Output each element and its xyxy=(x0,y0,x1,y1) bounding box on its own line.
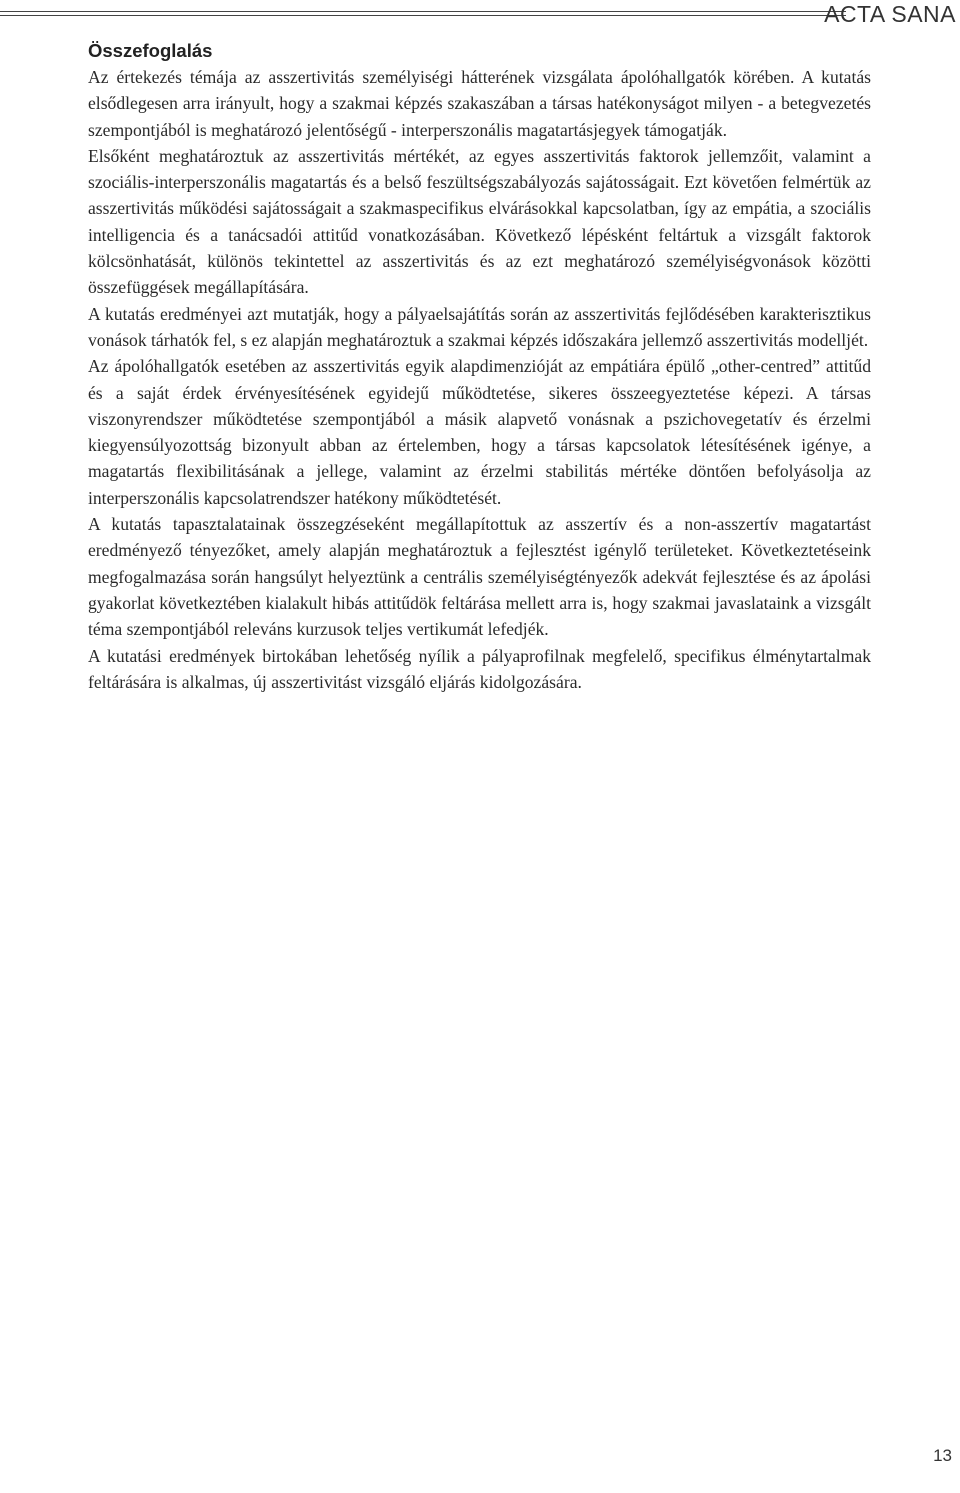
page-number: 13 xyxy=(933,1446,952,1465)
abstract-paragraph-5: A kutatás tapasztalatainak összegzéseként megállapítottuk az asszertív és a non-asszertív magatartást eredményező tényezőket, amely alapján meghatároztuk a fejlesztést igénylő területeket. Következtetéseink megfogalmazása során hangsúlyt helyeztünk a centrális személyiségtényezők adekvát fejlesztése és az ápolási gyakorlat következtében kialakult hibás attitűdök feltárása mellett arra is, hogy szakmai javaslataink a vizsgált téma szempontjából releváns kurzusok teljes vertikumát lefedjék. xyxy=(88,514,871,640)
abstract-section xyxy=(88,38,871,695)
abstract-paragraph-1: Az értekezés témája az asszertivitás személyiségi hátterének vizsgálata ápolóhallgatók körében. A kutatás elsődlegesen arra irányult, hogy a szakmai képzés szakaszában a társas hatékonyságot milyen - a betegvezetés szempontjából is meghatározó jelentőségű - interperszonális magatartásjegyek támogatják. xyxy=(88,67,871,140)
section-title: Összefoglalás xyxy=(88,40,213,61)
journal-name: ACTA SANA xyxy=(824,1,956,27)
header-rule-secondary xyxy=(0,15,846,16)
abstract-paragraph-2: Elsőként meghatároztuk az asszertivitás mértékét, az egyes asszertivitás faktorok jellemzőit, valamint a szociális-interperszonális magatartás és a belső feszültségszabályozás sajátosságait. Ezt követően felmértük az asszertivitás működési sajátosságait a szakmaspecifikus elvárásokkal kapcsolatban, így az empátia, a szociális intelligencia és a tanácsadói attitűd vonatkozásában. Következő lépésként feltártuk a vizsgált faktorok kölcsönhatását, különös tekintettel az asszertivitás és az ezt meghatározó személyiségvonások közötti összefüggések megállapítására. xyxy=(88,145,871,298)
abstract-paragraph-4: Az ápolóhallgatók esetében az asszertivitás egyik alapdimenzióját az empátiára épülő „other-centred” attitűd és a saját érdek érvényesítésének egyidejű működtetése, sikeres összeegyeztetése képezi. A társas viszonyrendszer működtetése szempontjából a másik alapvető vonásnak a pszichovegetatív és érzelmi kiegyensúlyozottság bizonyult abban az értelemben, hogy a társas kapcsolatok létesítésének igénye, a magatartás flexibilitásának a jellege, valamint az érzelmi stabilitás mértéke döntően befolyásolja az interperszonális kapcsolatrendszer hatékony működtetését. xyxy=(88,356,871,508)
abstract-paragraph-6: A kutatási eredmények birtokában lehetőség nyílik a pályaprofilnak megfelelő, specifikus élménytartalmak feltárására is alkalmas, új asszertivitást vizsgáló eljárás kidolgozására. xyxy=(88,645,871,692)
header-rule xyxy=(0,11,846,12)
abstract-paragraph-3: A kutatás eredményei azt mutatják, hogy a pályaelsajátítás során az asszertivitás fejlődésében karakterisztikus vonások tárhatók fel, s ez alapján meghatároztuk a szakmai képzés időszakára jellemző asszertivitás modelljét. xyxy=(88,303,871,350)
